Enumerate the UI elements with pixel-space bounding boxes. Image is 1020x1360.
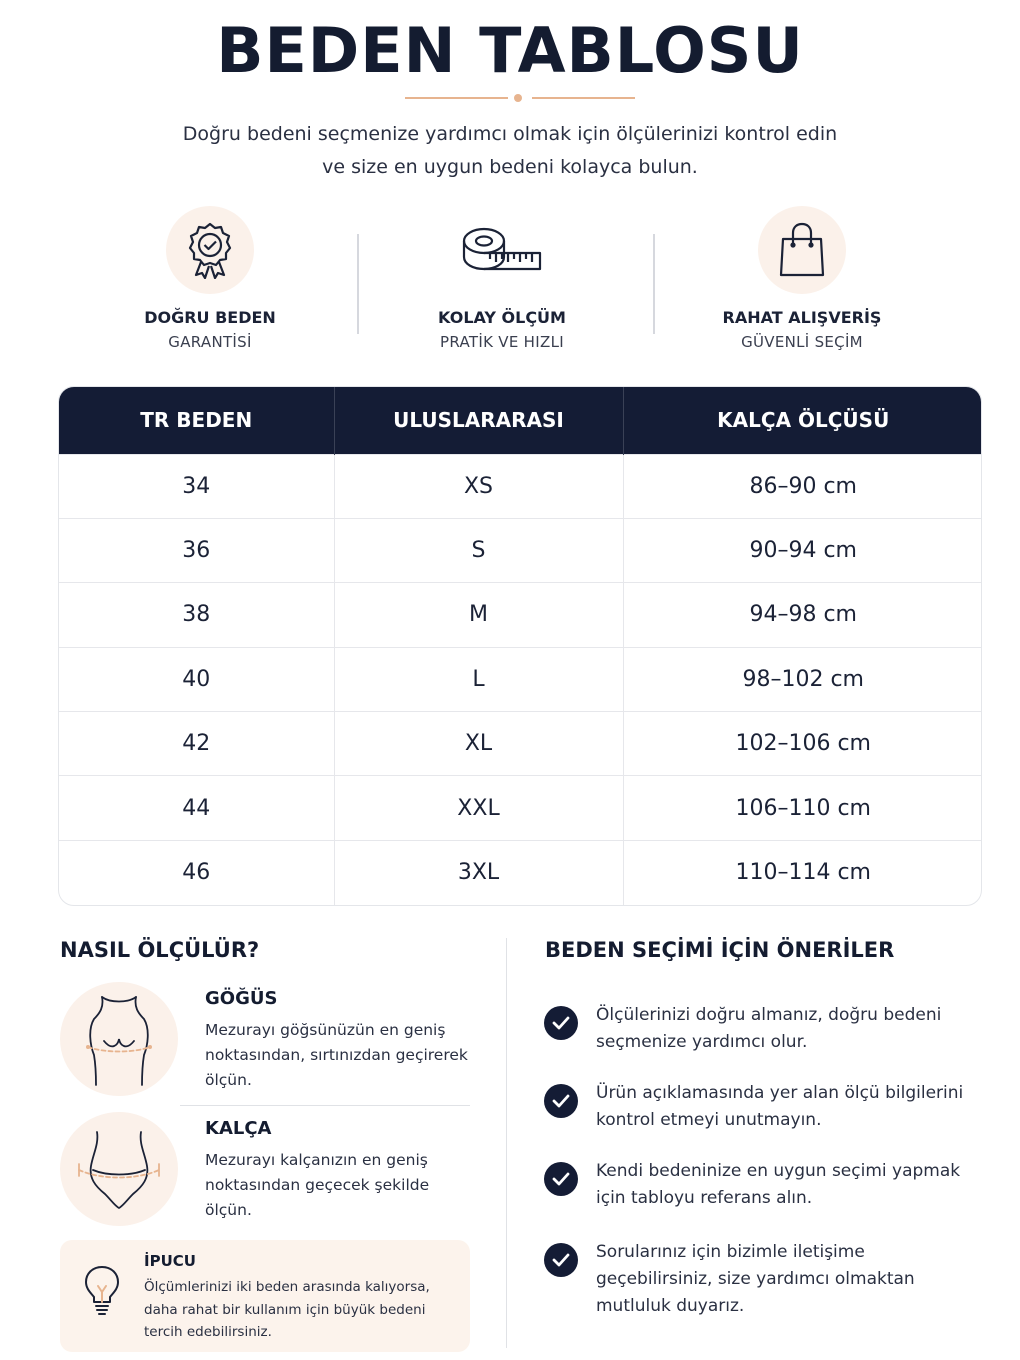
table-row: [59, 583, 982, 647]
column-header-hip: KALÇA ÖLÇÜSÜ: [623, 387, 982, 454]
cell-international: L: [334, 647, 623, 711]
feature-subtitle: GARANTİSİ: [168, 333, 252, 351]
intro-text: [0, 118, 1020, 184]
cell-hip: 90–94 cm: [623, 518, 982, 582]
cell-tr-size: 44: [59, 776, 334, 840]
feature-subtitle: PRATİK VE HIZLI: [440, 333, 564, 351]
badge-check-icon: [166, 206, 254, 294]
recommendation-item: [544, 1080, 964, 1140]
table-row: [59, 776, 982, 840]
intro-line-1: Doğru bedeni seçmenize yardımcı olmak için ölçülerinizi kontrol edin: [182, 123, 838, 145]
table-row: [59, 712, 982, 776]
cell-international: XL: [334, 712, 623, 776]
cell-hip: 106–110 cm: [623, 776, 982, 840]
recommendation-item: [544, 1002, 964, 1062]
bust-title: GÖĞÜS: [205, 988, 278, 1009]
cell-international: M: [334, 583, 623, 647]
recommendation-text: Sorularınız için bizimle iletişime geçebilirsiniz, size yardımcı olmaktan mutluluk duyarız.: [596, 1242, 915, 1316]
feature-comfortable-shopping: [652, 200, 952, 351]
check-circle-icon: [544, 1162, 578, 1196]
hip-text: Mezurayı kalçanızın en geniş noktasından geçecek şekilde ölçün.: [205, 1151, 430, 1219]
cell-tr-size: 40: [59, 647, 334, 711]
table-row: [59, 647, 982, 711]
cell-tr-size: 34: [59, 454, 334, 518]
check-circle-icon: [544, 1243, 578, 1277]
cell-hip: 110–114 cm: [623, 840, 982, 904]
cell-international: S: [334, 518, 623, 582]
cell-hip: 86–90 cm: [623, 454, 982, 518]
cell-tr-size: 46: [59, 840, 334, 904]
page-title: BEDEN TABLOSU: [216, 14, 804, 87]
cell-hip: 102–106 cm: [623, 712, 982, 776]
shopping-bag-icon: [758, 206, 846, 294]
feature-title: KOLAY ÖLÇÜM: [438, 308, 566, 327]
feature-title: DOĞRU BEDEN: [144, 308, 276, 327]
cell-tr-size: 42: [59, 712, 334, 776]
recommendations-title: BEDEN SEÇİMİ İÇİN ÖNERİLER: [545, 938, 895, 962]
table-row: [59, 840, 982, 904]
title-ornament: [405, 92, 635, 104]
feature-subtitle: GÜVENLİ SEÇİM: [741, 333, 863, 351]
hip-measure-icon: [60, 1112, 178, 1226]
tip-text: Ölçümlerinizi iki beden arasında kalıyorsa, daha rahat bir kullanım için büyük bedeni tercih edebilirsiniz.: [144, 1279, 430, 1340]
tip-title: İPUCU: [144, 1252, 196, 1270]
cell-hip: 98–102 cm: [623, 647, 982, 711]
recommendation-item: [544, 1239, 964, 1324]
cell-international: XXL: [334, 776, 623, 840]
section-divider: [506, 938, 507, 1348]
feature-correct-size: [60, 200, 360, 351]
column-header-tr-size: TR BEDEN: [59, 387, 334, 454]
check-circle-icon: [544, 1084, 578, 1118]
feature-strip: [60, 200, 960, 360]
recommendation-text: Ölçülerinizi doğru almanız, doğru bedeni seçmenize yardımcı olur.: [596, 1005, 942, 1052]
measuring-tape-icon: [458, 206, 546, 294]
lightbulb-icon: [82, 1264, 122, 1320]
feature-title: RAHAT ALIŞVERİŞ: [722, 308, 882, 327]
how-to-hip: [60, 1112, 480, 1227]
tip-box: [60, 1240, 470, 1352]
feature-easy-measure: [352, 200, 652, 351]
table-row: [59, 454, 982, 518]
cell-hip: 94–98 cm: [623, 583, 982, 647]
size-table: [58, 386, 982, 906]
divider: [180, 1105, 470, 1106]
bust-measure-icon: [60, 982, 178, 1096]
recommendation-text: Kendi bedeninize en uygun seçimi yapmak için tabloyu referans alın.: [596, 1161, 961, 1208]
how-to-title: NASIL ÖLÇÜLÜR?: [60, 938, 260, 962]
how-to-bust: [60, 982, 480, 1097]
table-row: [59, 518, 982, 582]
recommendation-item: [544, 1158, 964, 1218]
cell-international: 3XL: [334, 840, 623, 904]
check-circle-icon: [544, 1006, 578, 1040]
table-header-row: [59, 387, 982, 454]
cell-tr-size: 36: [59, 518, 334, 582]
intro-line-2: ve size en uygun bedeni kolayca bulun.: [322, 156, 698, 178]
column-header-international: ULUSLARARASI: [334, 387, 623, 454]
cell-tr-size: 38: [59, 583, 334, 647]
hip-title: KALÇA: [205, 1118, 272, 1139]
bust-text: Mezurayı göğsünüzün en geniş noktasından, sırtınızdan geçirerek ölçün.: [205, 1021, 468, 1089]
recommendation-text: Ürün açıklamasında yer alan ölçü bilgilerini kontrol etmeyi unutmayın.: [596, 1083, 964, 1130]
cell-international: XS: [334, 454, 623, 518]
